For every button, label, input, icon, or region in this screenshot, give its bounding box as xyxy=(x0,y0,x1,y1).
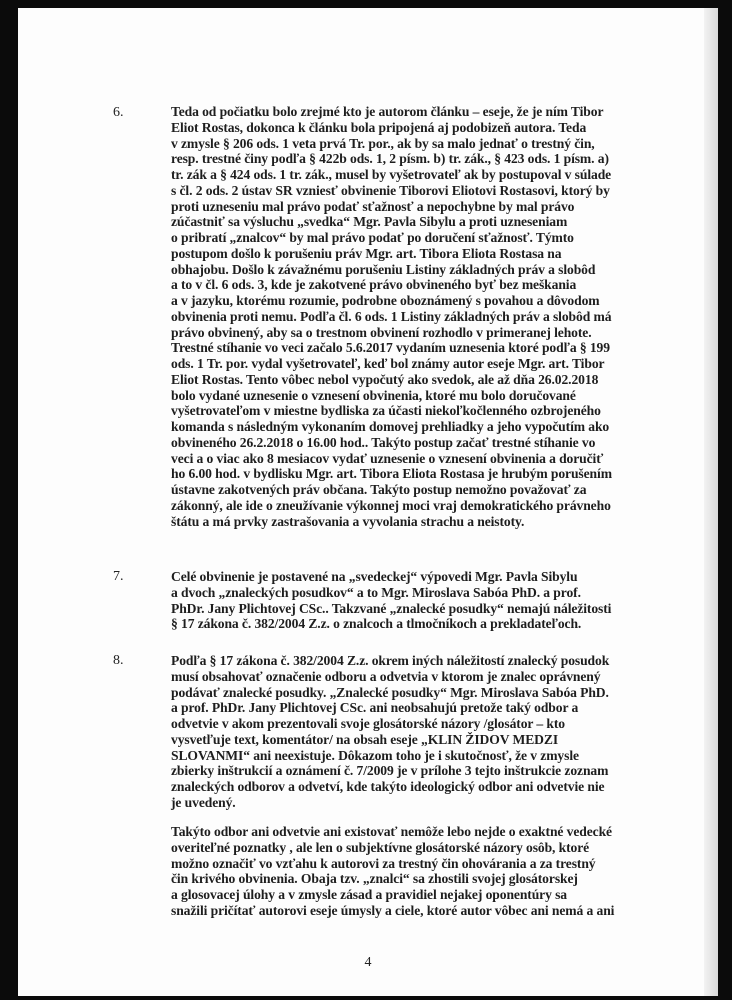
text-line: a glosovacej úlohy a v zmysle zásad a pravidiel nejakej oponentúry sa xyxy=(171,887,568,902)
item-number-7: 7. xyxy=(113,569,124,584)
text-line: je uvedený. xyxy=(171,794,236,810)
text-line: s čl. 2 ods. 2 ústav SR vzniesť obvinenie Tiborovi Eliotovi Rostasovi, ktorý by xyxy=(171,182,610,198)
text-line: ústavne zakotvených práv občana. Takýto postup nemožno považovať za xyxy=(171,482,587,497)
text-line: znaleckých odborov a odvetví, kde takýto ideologický odbor ani odvetvie nie xyxy=(171,779,605,794)
text-line: štátu a má prvky zastrašovania a vyvolania strachu a neistoty. xyxy=(171,513,525,529)
text-line: možno označiť vo vzťahu k autorovi za trestný čin ohovárania a za trestný xyxy=(171,855,596,871)
text-line: v zmysle § 206 ods. 1 veta prvá Tr. por., ak by sa malo jednať o trestný čin, xyxy=(171,135,595,151)
text-line: proti uzneseniu mal právo podať sťažnosť a nepochybne by mal právo xyxy=(171,198,575,214)
text-line: Teda od počiatku bolo zrejmé kto je autorom článku – eseje, že je ním Tibor xyxy=(171,104,604,119)
text-line: PhDr. Jany Plichtovej CSc.. Takzvané „znalecké posudky“ nemajú náležitosti xyxy=(171,600,612,616)
text-line: Trestné stíhanie vo veci začalo 5.6.2017 vydaním uznesenia ktoré podľa § 199 xyxy=(171,340,610,356)
text-line: musí obsahovať označenie odboru a odvetvia v ktorom je znalec oprávnený xyxy=(171,668,601,684)
text-line: Eliot Rostas. Tento vôbec nebol vypočutý ako svedok, ale až dňa 26.02.2018 xyxy=(171,371,599,387)
text-line: Eliot Rostas, dokonca k článku bola pripojená aj podobizeň autora. Teda xyxy=(171,119,587,135)
text-line: a to v čl. 6 ods. 3, kde je zakotvené právo obvineného byť bez meškania xyxy=(171,277,577,293)
text-line: podávať znalecké posudky. „Znalecké posudky“ Mgr. Miroslava Sabóa PhD. xyxy=(171,684,609,700)
text-line: veci a o viac ako 8 mesiacov vydať uznesenie o vznesení obvinenia a doručiť xyxy=(171,450,604,466)
text-line: Podľa § 17 zákona č. 382/2004 Z.z. okrem iných náležitostí znalecký posudok xyxy=(171,653,610,668)
text-line: postupom došlo k porušeniu práv Mgr. art. Tibora Eliota Rostasa na xyxy=(171,245,562,261)
text-line: overiteľné poznatky , ale len o subjektívne glosátorské názory osôb, ktoré xyxy=(171,839,590,855)
text-line: § 17 zákona č. 382/2004 Z.z. o znalcoch a tlmočníkoch a prekladateľoch. xyxy=(171,616,582,632)
text-line: a prof. PhDr. Jany Plichtovej CSc. ani neobsahujú pretože taký odbor a xyxy=(171,700,579,716)
document-page xyxy=(18,8,718,996)
paragraph-6 xyxy=(171,104,651,529)
text-line: o pribratí „znalcov“ by mal právo podať po doručení sťažnosť. Týmto xyxy=(171,230,574,245)
text-line: obvinenia proti nemu. Podľa čl. 6 ods. 1 Listiny základných práv a slobôd má xyxy=(171,308,612,324)
text-line: odvetvie v akom prezentovali svoje glosátorské názory /glosátor – kto xyxy=(171,716,565,731)
text-line: vysvetľuje text, komentátor/ na obsah eseje „KLIN ŽIDOV MEDZI xyxy=(171,731,559,747)
text-line: vyšetrovateľom v miestne bydliska za účasti niekoľkočlenného ozbrojeného xyxy=(171,403,601,419)
text-line: ho 6.00 hod. v bydlisku Mgr. art. Tibora Eliota Rostasa je hrubým porušením xyxy=(171,466,612,482)
text-line: Takýto odbor ani odvetvie ani existovať nemôže lebo nejde o exaktné vedecké xyxy=(171,824,612,839)
text-line: obvineného 26.2.2018 o 16.00 hod.. Takýto postup začať trestné stíhanie vo xyxy=(171,434,596,450)
text-line: a v jazyku, ktorému rozumie, podrobne oboznámený s povahou a dôvodom xyxy=(171,293,600,308)
paragraph-8-continued xyxy=(171,824,651,919)
text-line: čin krivého obvinenia. Obaja tzv. „znalci“ sa zhostili svojej glosátorskej xyxy=(171,871,578,887)
text-line: tr. zák a § 424 ods. 1 tr. zák., musel by vyšetrovateľ ak by postupoval v súlade xyxy=(171,167,612,182)
text-line: resp. trestné činy podľa § 422b ods. 1, 2 písm. b) tr. zák., § 423 ods. 1 písm. a) xyxy=(171,151,609,167)
text-line: zbierky inštrukcií a oznámení č. 7/2009 je v prílohe 3 tejto inštrukcie zoznam xyxy=(171,763,609,779)
item-number-8: 8. xyxy=(113,653,124,668)
paragraph-8 xyxy=(171,653,651,811)
text-line: zúčastniť sa výsluchu „svedka“ Mgr. Pavla Sibylu a proti uzneseniam xyxy=(171,214,568,230)
text-line: snažili pričítať autorovi eseje úmysly a ciele, ktoré autor vôbec ani nemá a ani xyxy=(171,902,615,918)
text-line: právo obvinený, aby sa o trestnom obvinení rozhodlo v primeranej lehote. xyxy=(171,324,592,340)
paragraph-7 xyxy=(171,569,651,632)
page-number: 4 xyxy=(364,955,372,970)
text-line: zákonný, ale ide o zneužívanie výkonnej moci vraj demokratického právneho xyxy=(171,497,611,513)
item-number-6: 6. xyxy=(113,105,124,120)
text-line: SLOVANMI“ ani neexistuje. Dôkazom toho je i skutočnosť, že v zmysle xyxy=(171,747,579,763)
text-line: bolo vydané uznesenie o vznesení obvinenia, ktoré mu bolo doručované xyxy=(171,387,576,403)
text-line: komanda s následným vykonaním domovej prehliadky a jeho vypočutím ako xyxy=(171,419,610,434)
text-line: a dvoch „znaleckých posudkov“ a to Mgr. Miroslava Sabóa PhD. a prof. xyxy=(171,584,581,600)
text-line: obhajobu. Došlo k závažnému porušeniu Listiny základných práv a slobôd xyxy=(171,261,596,277)
page-edge-shadow xyxy=(704,8,718,996)
text-line: ods. 1 Tr. por. vydal vyšetrovateľ, keď bol známy autor eseje Mgr. art. Tibor xyxy=(171,356,605,371)
text-line: Celé obvinenie je postavené na „svedeckej“ výpovedi Mgr. Pavla Sibylu xyxy=(171,569,578,584)
